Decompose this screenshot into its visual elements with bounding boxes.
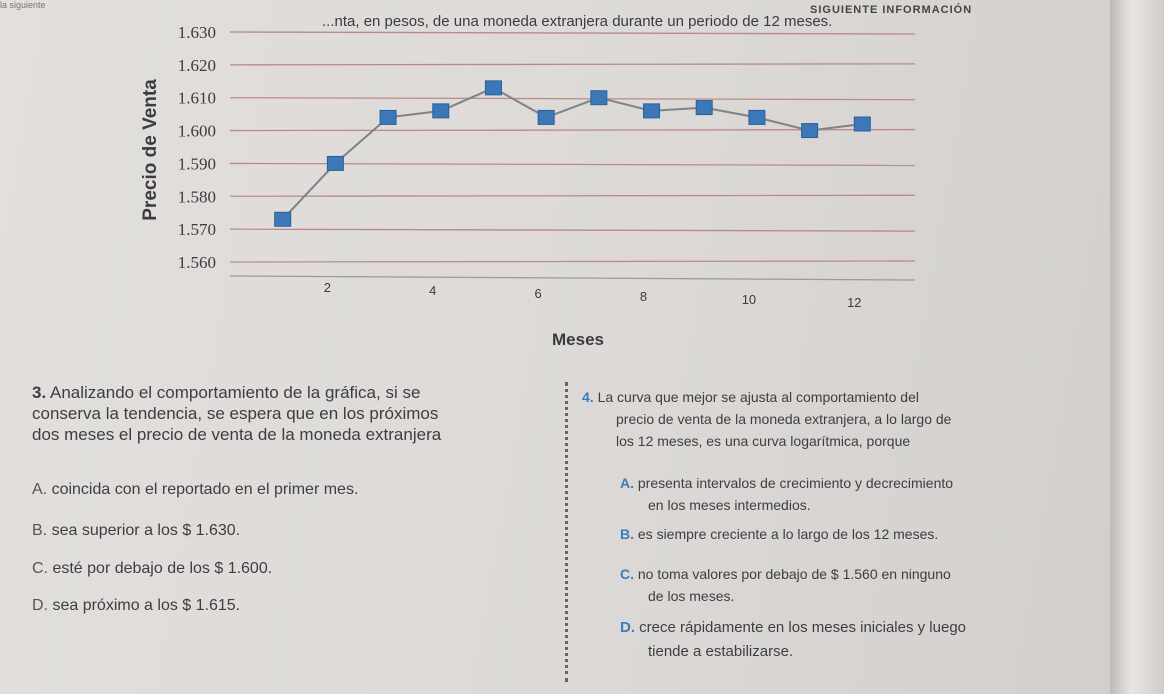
- q3-option-d[interactable]: [32, 597, 240, 615]
- y-tick-label: 1.630: [177, 23, 216, 42]
- gridline: [230, 261, 915, 262]
- y-tick-label: 1.620: [177, 55, 216, 75]
- question-4-number: 4.: [582, 389, 594, 405]
- q4-option-d-line-2: tiende a estabilizarse.: [648, 643, 794, 660]
- page-stack-edge: [1110, 0, 1164, 694]
- y-tick-label: 1.600: [177, 121, 216, 141]
- gridline: [230, 229, 915, 231]
- data-point-marker: [538, 110, 554, 124]
- q3-option-a[interactable]: [32, 481, 358, 499]
- question-4-line-3: los 12 meses, es una curva logarítmica, porque: [616, 433, 911, 449]
- y-tick-label: 1.590: [177, 154, 216, 174]
- gridline: [230, 98, 915, 100]
- q3-option-a-letter: A.: [32, 481, 48, 498]
- x-tick-label: 6: [534, 286, 542, 301]
- y-tick-labels: [178, 23, 216, 272]
- q4-option-c[interactable]: [620, 563, 951, 607]
- data-point-marker: [854, 117, 870, 131]
- question-3: [32, 382, 552, 445]
- q4-option-c-line-1: no toma valores por debajo de $ 1.560 en ninguno: [637, 566, 951, 582]
- x-axis-line: [230, 276, 915, 280]
- chart-area: [0, 0, 1110, 360]
- series-markers: [275, 81, 871, 226]
- y-tick-label: 1.580: [177, 187, 216, 207]
- q3-option-b-letter: B.: [32, 522, 48, 539]
- q3-option-b[interactable]: [32, 522, 240, 540]
- question-4: [582, 386, 1082, 452]
- data-point-marker: [380, 110, 396, 124]
- q3-option-c-text: esté por debajo de los $ 1.600.: [52, 560, 273, 577]
- question-3-line-2: conserva la tendencia, se espera que en los próximos: [32, 404, 439, 423]
- gridline: [230, 32, 915, 34]
- data-point-marker: [749, 110, 765, 124]
- question-3-line-3: dos meses el precio de venta de la moneda extranjera: [32, 425, 442, 444]
- chart-title: ...nta, en pesos, de una moneda extranjera durante un periodo de 12 meses.: [322, 13, 833, 30]
- data-point-marker: [485, 81, 501, 95]
- question-4-line-2: precio de venta de la moneda extranjera, a lo largo de: [616, 411, 952, 427]
- q4-option-a-line-1: presenta intervalos de crecimiento y decrecimiento: [637, 475, 954, 491]
- q3-option-c-letter: C.: [32, 560, 48, 577]
- q4-option-c-line-2: de los meses.: [648, 588, 735, 604]
- q3-option-d-text: sea próximo a los $ 1.615.: [52, 597, 241, 614]
- question-3-line-1: Analizando el comportamiento de la gráfica, si se: [49, 383, 421, 402]
- y-tick-label: 1.560: [177, 253, 216, 272]
- question-4-line-1: La curva que mejor se ajusta al comportamiento del: [597, 389, 919, 405]
- q4-option-a[interactable]: [620, 472, 953, 516]
- x-tick-label: 2: [323, 280, 332, 295]
- q3-option-a-text: coincida con el reportado en el primer mes.: [51, 481, 359, 498]
- q4-option-d-line-1: crece rápidamente en los meses iniciales y luego: [639, 619, 967, 636]
- question-3-number: 3.: [32, 383, 47, 402]
- q4-option-a-line-2: en los meses intermedios.: [648, 497, 811, 513]
- q4-option-b-letter: B.: [620, 526, 634, 542]
- x-tick-label: 8: [639, 289, 648, 304]
- x-tick-labels: [324, 280, 862, 310]
- q4-option-d[interactable]: [620, 616, 966, 664]
- data-point-marker: [696, 101, 712, 115]
- x-tick-label: 10: [741, 292, 757, 307]
- q3-option-c[interactable]: [32, 560, 272, 578]
- x-tick-label: 4: [429, 283, 437, 298]
- q3-option-b-text: sea superior a los $ 1.630.: [51, 522, 241, 539]
- x-tick-label: 12: [847, 295, 862, 310]
- q4-option-d-letter: D.: [620, 619, 635, 636]
- data-point-marker: [275, 212, 291, 226]
- y-tick-label: 1.610: [177, 88, 216, 108]
- data-point-marker: [644, 104, 660, 118]
- gridline: [230, 195, 915, 196]
- data-point-marker: [802, 124, 818, 138]
- x-axis-label: Meses: [552, 330, 604, 349]
- series-line: [283, 88, 863, 219]
- q4-option-b-line-1: es siempre creciente a lo largo de los 12 meses.: [637, 526, 939, 542]
- q4-option-b[interactable]: [620, 526, 938, 542]
- data-point-marker: [327, 156, 343, 170]
- data-point-marker: [591, 91, 607, 105]
- gridline: [230, 64, 915, 65]
- q4-option-c-letter: C.: [620, 566, 634, 582]
- q4-option-a-letter: A.: [620, 475, 634, 491]
- stray-text: la siguiente: [0, 0, 46, 10]
- y-axis-label: Precio de Venta: [140, 79, 161, 221]
- section-header: SIGUIENTE INFORMACIÓN: [810, 4, 973, 16]
- q3-option-d-letter: D.: [32, 597, 48, 614]
- column-divider: [565, 382, 568, 682]
- y-tick-label: 1.570: [177, 220, 216, 240]
- data-point-marker: [433, 104, 449, 118]
